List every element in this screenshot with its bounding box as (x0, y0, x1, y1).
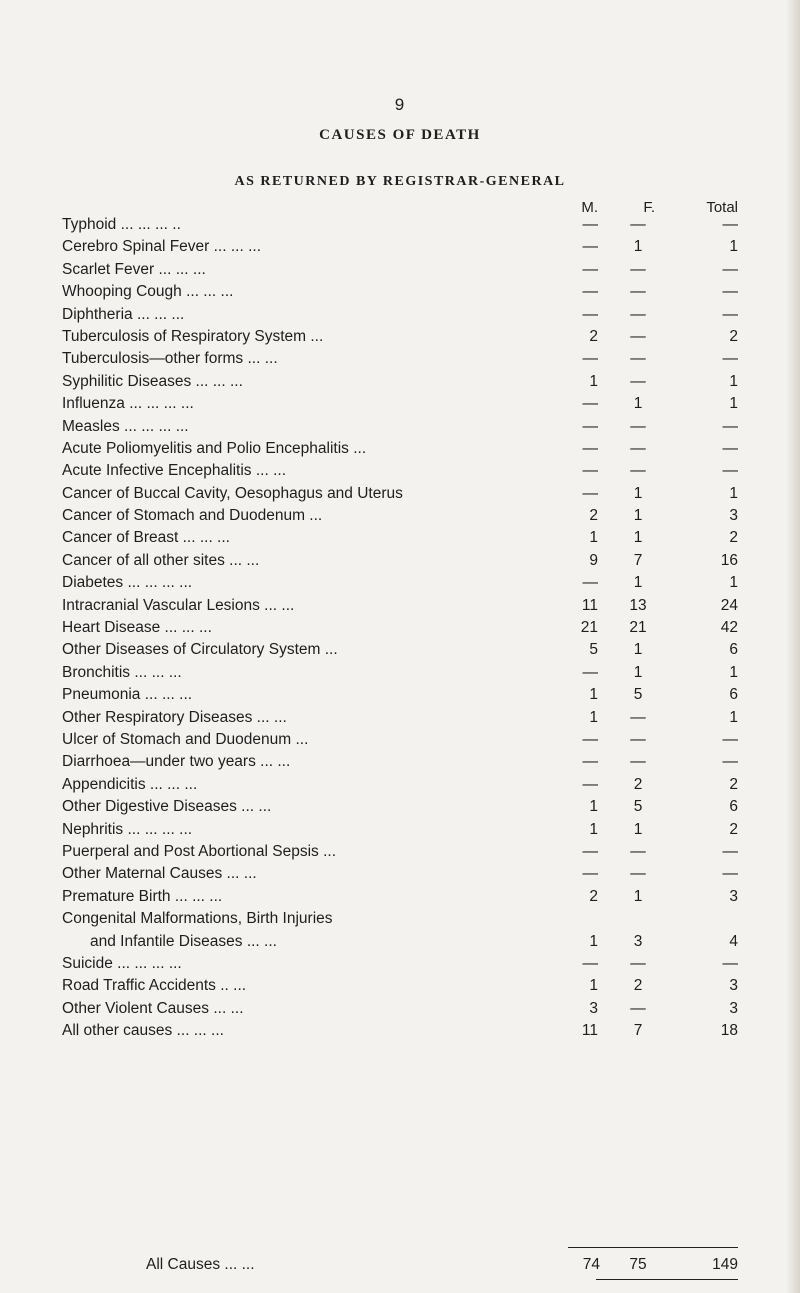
cause-name-line: Puerperal and Post Abortional Sepsis ... (62, 842, 336, 860)
male-count: 2 (589, 327, 598, 345)
male-count: — (582, 484, 598, 502)
cause-name (62, 729, 308, 751)
female-count: — (630, 865, 646, 883)
female-count: 1 (633, 529, 643, 547)
cause-name-line: Appendicitis ... ... ... (62, 775, 198, 793)
female-count: — (630, 283, 646, 301)
cause-name (62, 527, 230, 549)
table-row (0, 863, 800, 885)
total-count: 1 (729, 395, 738, 413)
female-count: — (630, 327, 646, 345)
cause-name (62, 348, 278, 370)
cause-name-line: Scarlet Fever ... ... ... (62, 260, 206, 278)
male-count: 2 (589, 887, 598, 905)
cause-name (62, 975, 246, 997)
cause-name-line: Measles ... ... ... ... (62, 417, 189, 435)
male-count: 9 (589, 551, 598, 569)
table-row (0, 707, 800, 729)
cause-name (62, 326, 323, 348)
total-count: — (722, 865, 738, 883)
table-row (0, 550, 800, 572)
male-count: — (582, 842, 598, 860)
male-count: — (582, 775, 598, 793)
column-header-female: F. (643, 199, 655, 216)
table-row (0, 684, 800, 706)
cause-name-line: Ulcer of Stomach and Duodenum ... (62, 730, 309, 748)
male-count: 1 (589, 372, 598, 390)
table-row (0, 1020, 800, 1042)
male-count: — (582, 954, 598, 972)
cause-name-line: Cancer of all other sites ... ... (62, 551, 260, 569)
female-count: 1 (633, 663, 643, 681)
total-count: — (722, 305, 738, 323)
female-count: — (630, 216, 646, 233)
table-row (0, 371, 800, 393)
total-count: — (722, 260, 738, 278)
male-count: — (582, 260, 598, 278)
cause-name (62, 796, 271, 818)
total-count: 1 (729, 484, 738, 502)
cause-name (62, 438, 366, 460)
cause-name-line: Acute Poliomyelitis and Polio Encephalitis ... (62, 439, 367, 457)
total-count: — (722, 283, 738, 301)
total-count: 4 (729, 932, 738, 950)
cause-name-line2: and Infantile Diseases ... ... (90, 932, 277, 950)
cause-name (62, 908, 333, 953)
female-count: — (630, 260, 646, 278)
female-count: — (630, 462, 646, 480)
female-count: 5 (633, 686, 643, 704)
total-count: — (722, 954, 738, 972)
table-row (0, 998, 800, 1020)
table-row (0, 886, 800, 908)
female-count: — (630, 417, 646, 435)
cause-name (62, 751, 290, 773)
cause-name (62, 236, 261, 258)
female-count: 1 (633, 887, 643, 905)
table-row (0, 595, 800, 617)
total-count: 24 (720, 596, 738, 614)
male-count: 1 (589, 686, 598, 704)
cause-name (62, 662, 182, 684)
table-row (0, 617, 800, 639)
cause-name-line: Cerebro Spinal Fever ... ... ... (62, 238, 261, 256)
cause-name (62, 684, 192, 706)
cause-name-line: Nephritis ... ... ... ... (62, 820, 193, 838)
total-count: 3 (729, 507, 738, 525)
male-count: — (582, 730, 598, 748)
table-row (0, 841, 800, 863)
total-count: — (722, 439, 738, 457)
cause-name (62, 304, 184, 326)
table-row (0, 908, 800, 953)
total-count: 18 (720, 1022, 738, 1040)
total-count: — (722, 753, 738, 771)
cause-name-line: Diphtheria ... ... ... (62, 305, 185, 323)
male-count: — (582, 305, 598, 323)
table-row (0, 572, 800, 594)
female-count: — (630, 730, 646, 748)
cause-name (62, 953, 182, 975)
table-row (0, 438, 800, 460)
cause-name (62, 371, 243, 393)
cause-name-line: Other Maternal Causes ... ... (62, 865, 257, 883)
cause-name (62, 707, 287, 729)
male-count: — (582, 238, 598, 256)
female-count: — (630, 372, 646, 390)
total-count: 3 (729, 977, 738, 995)
cause-name-line: Other Respiratory Diseases ... ... (62, 708, 287, 726)
table-row (0, 729, 800, 751)
female-count: 1 (633, 820, 643, 838)
male-count: — (582, 865, 598, 883)
total-count: 16 (720, 551, 738, 569)
total-male: 74 (582, 1256, 600, 1273)
female-count: 1 (633, 238, 643, 256)
table-row (0, 953, 800, 975)
table-row (0, 527, 800, 549)
cause-name-line: All other causes ... ... ... (62, 1022, 224, 1040)
female-count: 1 (633, 641, 643, 659)
total-count: 2 (729, 327, 738, 345)
cause-name (62, 281, 233, 303)
male-count: 21 (580, 619, 598, 637)
table-row (0, 796, 800, 818)
cause-name-line: Diabetes ... ... ... ... (62, 574, 193, 592)
female-count: 7 (633, 1022, 643, 1040)
cause-name-line: Syphilitic Diseases ... ... ... (62, 372, 243, 390)
male-count: — (582, 395, 598, 413)
cause-name-line: Typhoid ... ... ... .. (62, 216, 181, 233)
total-count: 2 (729, 820, 738, 838)
cause-name (62, 595, 294, 617)
total-rule-top (568, 1247, 738, 1248)
cause-name (62, 1020, 224, 1042)
total-all: 149 (712, 1256, 738, 1273)
cause-name-line: Other Digestive Diseases ... ... (62, 798, 272, 816)
total-count: — (722, 216, 738, 233)
table-row (0, 975, 800, 997)
cause-name-line: Bronchitis ... ... ... (62, 663, 182, 681)
male-count: 5 (589, 641, 598, 659)
cause-name-line: Whooping Cough ... ... ... (62, 283, 234, 301)
cause-name-line: Congenital Malformations, Birth Injuries (62, 910, 333, 928)
table-row (0, 259, 800, 281)
table-row (0, 304, 800, 326)
cause-name (62, 214, 181, 236)
female-count: — (630, 954, 646, 972)
table-row (0, 505, 800, 527)
male-count: 1 (589, 529, 598, 547)
male-count: — (582, 574, 598, 592)
cause-name-line: Tuberculosis of Respiratory System ... (62, 327, 324, 345)
male-count: — (582, 417, 598, 435)
table-row (0, 416, 800, 438)
total-count: 2 (729, 529, 738, 547)
cause-name-line: Cancer of Breast ... ... ... (62, 529, 230, 547)
table-row (0, 214, 800, 236)
total-count: 6 (729, 641, 738, 659)
male-count: 11 (581, 596, 598, 614)
cause-name-line: Other Violent Causes ... ... (62, 999, 244, 1017)
total-count: 1 (729, 238, 738, 256)
cause-name (62, 863, 257, 885)
cause-name-line: Other Diseases of Circulatory System ... (62, 641, 338, 659)
female-count: 5 (633, 798, 643, 816)
cause-name-line: Tuberculosis—other forms ... ... (62, 350, 278, 368)
cause-name-line: Acute Infective Encephalitis ... ... (62, 462, 287, 480)
table-row (0, 348, 800, 370)
cause-name-line: Suicide ... ... ... ... (62, 954, 182, 972)
female-count: — (630, 305, 646, 323)
cause-name-line: Premature Birth ... ... ... (62, 887, 223, 905)
total-count: — (722, 417, 738, 435)
total-count: 3 (729, 887, 738, 905)
male-count: 1 (589, 932, 598, 950)
cause-name-line: Pneumonia ... ... ... (62, 686, 193, 704)
cause-name (62, 841, 336, 863)
total-count: 42 (720, 619, 738, 637)
cause-name-line: Heart Disease ... ... ... (62, 619, 212, 637)
female-count: — (630, 439, 646, 457)
cause-name (62, 505, 322, 527)
table-row (0, 281, 800, 303)
male-count: — (582, 663, 598, 681)
cause-name (62, 819, 192, 841)
cause-name-line: Cancer of Buccal Cavity, Oesophagus and Uterus (62, 484, 403, 502)
total-count: — (722, 462, 738, 480)
cause-name (62, 550, 259, 572)
female-count: — (630, 999, 646, 1017)
female-count: 1 (633, 507, 643, 525)
male-count: 3 (589, 999, 598, 1017)
cause-name (62, 416, 189, 438)
total-count: 6 (729, 686, 738, 704)
total-count: 2 (729, 775, 738, 793)
male-count: — (582, 350, 598, 368)
table-row (0, 393, 800, 415)
total-count: 3 (729, 999, 738, 1017)
cause-name-line: Influenza ... ... ... ... (62, 395, 194, 413)
total-count: 1 (729, 663, 738, 681)
male-count: — (582, 753, 598, 771)
male-count: 1 (589, 708, 598, 726)
female-count: — (630, 753, 646, 771)
female-count: 2 (633, 775, 643, 793)
cause-name (62, 259, 206, 281)
female-count: 1 (633, 484, 643, 502)
total-count: 6 (729, 798, 738, 816)
cause-name (62, 572, 192, 594)
female-count: — (630, 350, 646, 368)
cause-name (62, 886, 222, 908)
total-label: All Causes ... ... (146, 1256, 255, 1273)
causes-table-body (0, 214, 800, 1042)
total-count: 1 (729, 574, 738, 592)
cause-name (62, 998, 244, 1020)
cause-name (62, 460, 286, 482)
total-count: — (722, 350, 738, 368)
female-count: 1 (633, 395, 643, 413)
column-header-male: M. (581, 199, 598, 216)
total-count: 1 (729, 372, 738, 390)
male-count: 1 (589, 977, 598, 995)
female-count: 3 (633, 932, 643, 950)
total-count: 1 (729, 708, 738, 726)
total-female: 75 (629, 1256, 647, 1273)
total-rule-bottom (596, 1279, 738, 1280)
cause-name-line: Diarrhoea—under two years ... ... (62, 753, 291, 771)
table-title: CAUSES OF DEATH (319, 127, 481, 143)
female-count: 7 (633, 551, 643, 569)
table-row (0, 483, 800, 505)
cause-name-line: Intracranial Vascular Lesions ... ... (62, 596, 295, 614)
male-count: 1 (589, 798, 598, 816)
male-count: — (582, 462, 598, 480)
female-count: 13 (629, 596, 647, 614)
table-row (0, 774, 800, 796)
table-row (0, 236, 800, 258)
cause-name (62, 483, 403, 505)
total-count: — (722, 730, 738, 748)
total-count: — (722, 842, 738, 860)
table-row (0, 819, 800, 841)
cause-name (62, 639, 338, 661)
male-count: 11 (581, 1022, 598, 1040)
female-count: — (630, 708, 646, 726)
female-count: 2 (633, 977, 643, 995)
male-count: — (582, 439, 598, 457)
cause-name (62, 617, 212, 639)
male-count: — (582, 216, 598, 233)
cause-name (62, 393, 194, 415)
table-row (0, 751, 800, 773)
female-count: — (630, 842, 646, 860)
male-count: — (582, 283, 598, 301)
page-number: 9 (394, 95, 406, 114)
cause-name-line: Cancer of Stomach and Duodenum ... (62, 507, 323, 525)
female-count: 21 (629, 619, 647, 637)
table-subtitle: AS RETURNED BY REGISTRAR-GENERAL (234, 174, 566, 189)
table-row (0, 460, 800, 482)
column-header-total: Total (706, 199, 738, 216)
table-row (0, 662, 800, 684)
cause-name-line: Road Traffic Accidents .. ... (62, 977, 247, 995)
total-row (0, 1254, 800, 1276)
table-row (0, 639, 800, 661)
cause-name (62, 774, 197, 796)
male-count: 2 (589, 507, 598, 525)
table-row (0, 326, 800, 348)
male-count: 1 (589, 820, 598, 838)
female-count: 1 (633, 574, 643, 592)
